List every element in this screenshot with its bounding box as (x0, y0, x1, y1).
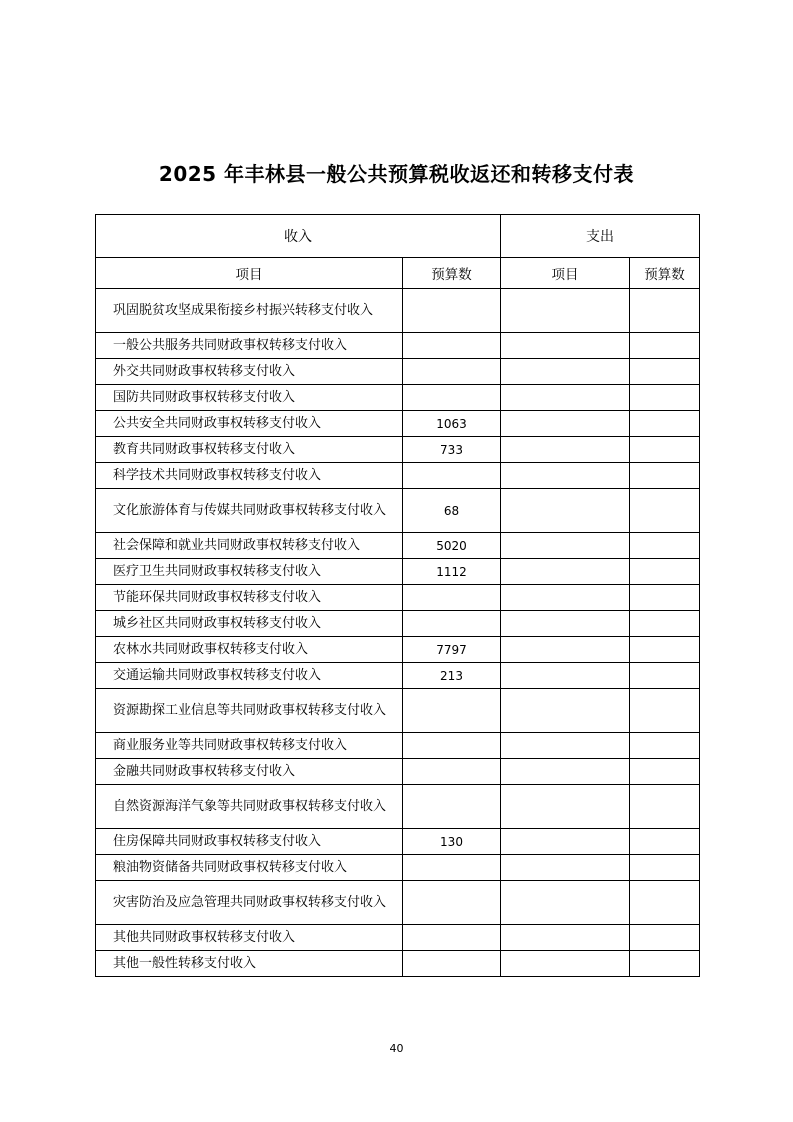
income-budget-cell: 1112 (403, 559, 501, 585)
table-row (96, 637, 700, 663)
income-item-cell (96, 855, 403, 881)
expense-item-cell (501, 585, 630, 611)
table-row (96, 925, 700, 951)
table-row (96, 359, 700, 385)
table-row (96, 385, 700, 411)
expense-item-cell (501, 637, 630, 663)
income-budget-cell (403, 333, 501, 359)
income-budget-cell (403, 289, 501, 333)
expense-item-cell (501, 689, 630, 733)
income-item-label: 一般公共服务共同财政事权转移支付收入 (113, 337, 348, 353)
income-item-label: 社会保障和就业共同财政事权转移支付收入 (113, 537, 361, 553)
income-budget-cell (403, 611, 501, 637)
income-item-cell (96, 411, 403, 437)
income-item-label: 教育共同财政事权转移支付收入 (113, 441, 296, 457)
col-header-budget: 预算数 (403, 258, 501, 289)
income-item-cell (96, 663, 403, 689)
table-row (96, 689, 700, 733)
expense-item-cell (501, 463, 630, 489)
income-budget-cell (403, 733, 501, 759)
income-item-cell (96, 533, 403, 559)
col-header-item: 项目 (96, 258, 403, 289)
income-item-cell (96, 333, 403, 359)
income-item-label: 外交共同财政事权转移支付收入 (113, 363, 296, 379)
income-item-label: 资源勘探工业信息等共同财政事权转移支付收入 (113, 702, 387, 718)
table-row (96, 855, 700, 881)
expense-item-cell (501, 663, 630, 689)
expense-item-cell (501, 881, 630, 925)
expense-budget-cell (630, 411, 700, 437)
income-budget-cell (403, 881, 501, 925)
income-item-cell (96, 759, 403, 785)
income-item-cell (96, 611, 403, 637)
income-item-label: 农林水共同财政事权转移支付收入 (113, 641, 309, 657)
expense-item-cell (501, 951, 630, 977)
income-item-cell (96, 829, 403, 855)
page-number: 40 (389, 1042, 404, 1055)
table-row (96, 585, 700, 611)
expense-budget-cell (630, 925, 700, 951)
income-item-cell (96, 359, 403, 385)
expense-header: 支出 (501, 215, 700, 258)
income-item-label: 其他一般性转移支付收入 (113, 955, 257, 971)
income-item-label: 住房保障共同财政事权转移支付收入 (113, 833, 322, 849)
col-header-budget-expense: 预算数 (630, 258, 700, 289)
expense-item-cell (501, 533, 630, 559)
expense-item-cell (501, 559, 630, 585)
expense-budget-cell (630, 855, 700, 881)
income-item-cell (96, 925, 403, 951)
income-budget-cell (403, 463, 501, 489)
income-item-cell (96, 637, 403, 663)
expense-budget-cell (630, 829, 700, 855)
income-budget-cell (403, 951, 501, 977)
income-budget-cell: 1063 (403, 411, 501, 437)
table-row (96, 951, 700, 977)
income-item-label: 其他共同财政事权转移支付收入 (113, 929, 296, 945)
income-item-cell (96, 689, 403, 733)
income-item-cell (96, 385, 403, 411)
income-item-cell (96, 585, 403, 611)
table-row (96, 785, 700, 829)
table-row (96, 881, 700, 925)
income-item-label: 金融共同财政事权转移支付收入 (113, 763, 296, 779)
income-item-label: 节能环保共同财政事权转移支付收入 (113, 589, 322, 605)
income-item-label: 自然资源海洋气象等共同财政事权转移支付收入 (113, 798, 387, 814)
expense-budget-cell (630, 663, 700, 689)
income-item-cell (96, 289, 403, 333)
expense-budget-cell (630, 437, 700, 463)
income-item-cell (96, 559, 403, 585)
income-budget-cell: 7797 (403, 637, 501, 663)
expense-budget-cell (630, 385, 700, 411)
income-item-cell (96, 733, 403, 759)
expense-budget-cell (630, 951, 700, 977)
income-budget-cell (403, 785, 501, 829)
expense-budget-cell (630, 733, 700, 759)
expense-item-cell (501, 411, 630, 437)
income-item-label: 巩固脱贫攻坚成果衔接乡村振兴转移支付收入 (113, 302, 374, 318)
income-budget-cell: 5020 (403, 533, 501, 559)
expense-item-cell (501, 925, 630, 951)
table-row (96, 611, 700, 637)
income-budget-cell: 213 (403, 663, 501, 689)
col-header-item-expense: 项目 (501, 258, 630, 289)
expense-budget-cell (630, 289, 700, 333)
table-row (96, 533, 700, 559)
expense-budget-cell (630, 489, 700, 533)
expense-budget-cell (630, 463, 700, 489)
table-row (96, 437, 700, 463)
expense-item-cell (501, 289, 630, 333)
expense-item-cell (501, 359, 630, 385)
table-row (96, 289, 700, 333)
expense-budget-cell (630, 637, 700, 663)
table-row (96, 829, 700, 855)
income-item-label: 城乡社区共同财政事权转移支付收入 (113, 615, 322, 631)
expense-budget-cell (630, 611, 700, 637)
table-row (96, 411, 700, 437)
income-item-label: 粮油物资储备共同财政事权转移支付收入 (113, 859, 348, 875)
expense-item-cell (501, 785, 630, 829)
income-item-label: 交通运输共同财政事权转移支付收入 (113, 667, 322, 683)
income-budget-cell (403, 359, 501, 385)
income-budget-cell: 733 (403, 437, 501, 463)
income-item-label: 科学技术共同财政事权转移支付收入 (113, 467, 322, 483)
section-header-row (96, 215, 700, 258)
income-budget-cell (403, 855, 501, 881)
expense-budget-cell (630, 881, 700, 925)
income-item-label: 文化旅游体育与传媒共同财政事权转移支付收入 (113, 502, 387, 518)
income-item-label: 公共安全共同财政事权转移支付收入 (113, 415, 322, 431)
table-row (96, 333, 700, 359)
income-budget-cell (403, 585, 501, 611)
expense-item-cell (501, 333, 630, 359)
income-budget-cell (403, 385, 501, 411)
income-item-label: 商业服务业等共同财政事权转移支付收入 (113, 737, 348, 753)
table-row (96, 463, 700, 489)
income-budget-cell (403, 759, 501, 785)
income-item-label: 灾害防治及应急管理共同财政事权转移支付收入 (113, 894, 387, 910)
expense-item-cell (501, 733, 630, 759)
table-row (96, 759, 700, 785)
income-item-label: 医疗卫生共同财政事权转移支付收入 (113, 563, 322, 579)
table-row (96, 663, 700, 689)
expense-item-cell (501, 855, 630, 881)
expense-budget-cell (630, 785, 700, 829)
income-header: 收入 (96, 215, 501, 258)
expense-item-cell (501, 437, 630, 463)
expense-item-cell (501, 385, 630, 411)
income-budget-cell: 68 (403, 489, 501, 533)
income-budget-cell (403, 925, 501, 951)
income-item-label: 国防共同财政事权转移支付收入 (113, 389, 296, 405)
income-item-cell (96, 489, 403, 533)
page-title: 2025 年丰林县一般公共预算税收返还和转移支付表 (158, 162, 635, 186)
income-budget-cell: 130 (403, 829, 501, 855)
expense-budget-cell (630, 559, 700, 585)
income-item-cell (96, 437, 403, 463)
column-header-row (96, 258, 700, 289)
expense-budget-cell (630, 333, 700, 359)
expense-budget-cell (630, 759, 700, 785)
expense-budget-cell (630, 585, 700, 611)
expense-item-cell (501, 829, 630, 855)
income-item-cell (96, 951, 403, 977)
table-row (96, 733, 700, 759)
table-row (96, 559, 700, 585)
expense-item-cell (501, 759, 630, 785)
income-item-cell (96, 881, 403, 925)
income-budget-cell (403, 689, 501, 733)
income-item-cell (96, 785, 403, 829)
expense-budget-cell (630, 359, 700, 385)
income-item-cell (96, 463, 403, 489)
expense-budget-cell (630, 689, 700, 733)
table-row (96, 489, 700, 533)
expense-item-cell (501, 489, 630, 533)
expense-budget-cell (630, 533, 700, 559)
transfer-payment-table (95, 214, 700, 977)
expense-item-cell (501, 611, 630, 637)
